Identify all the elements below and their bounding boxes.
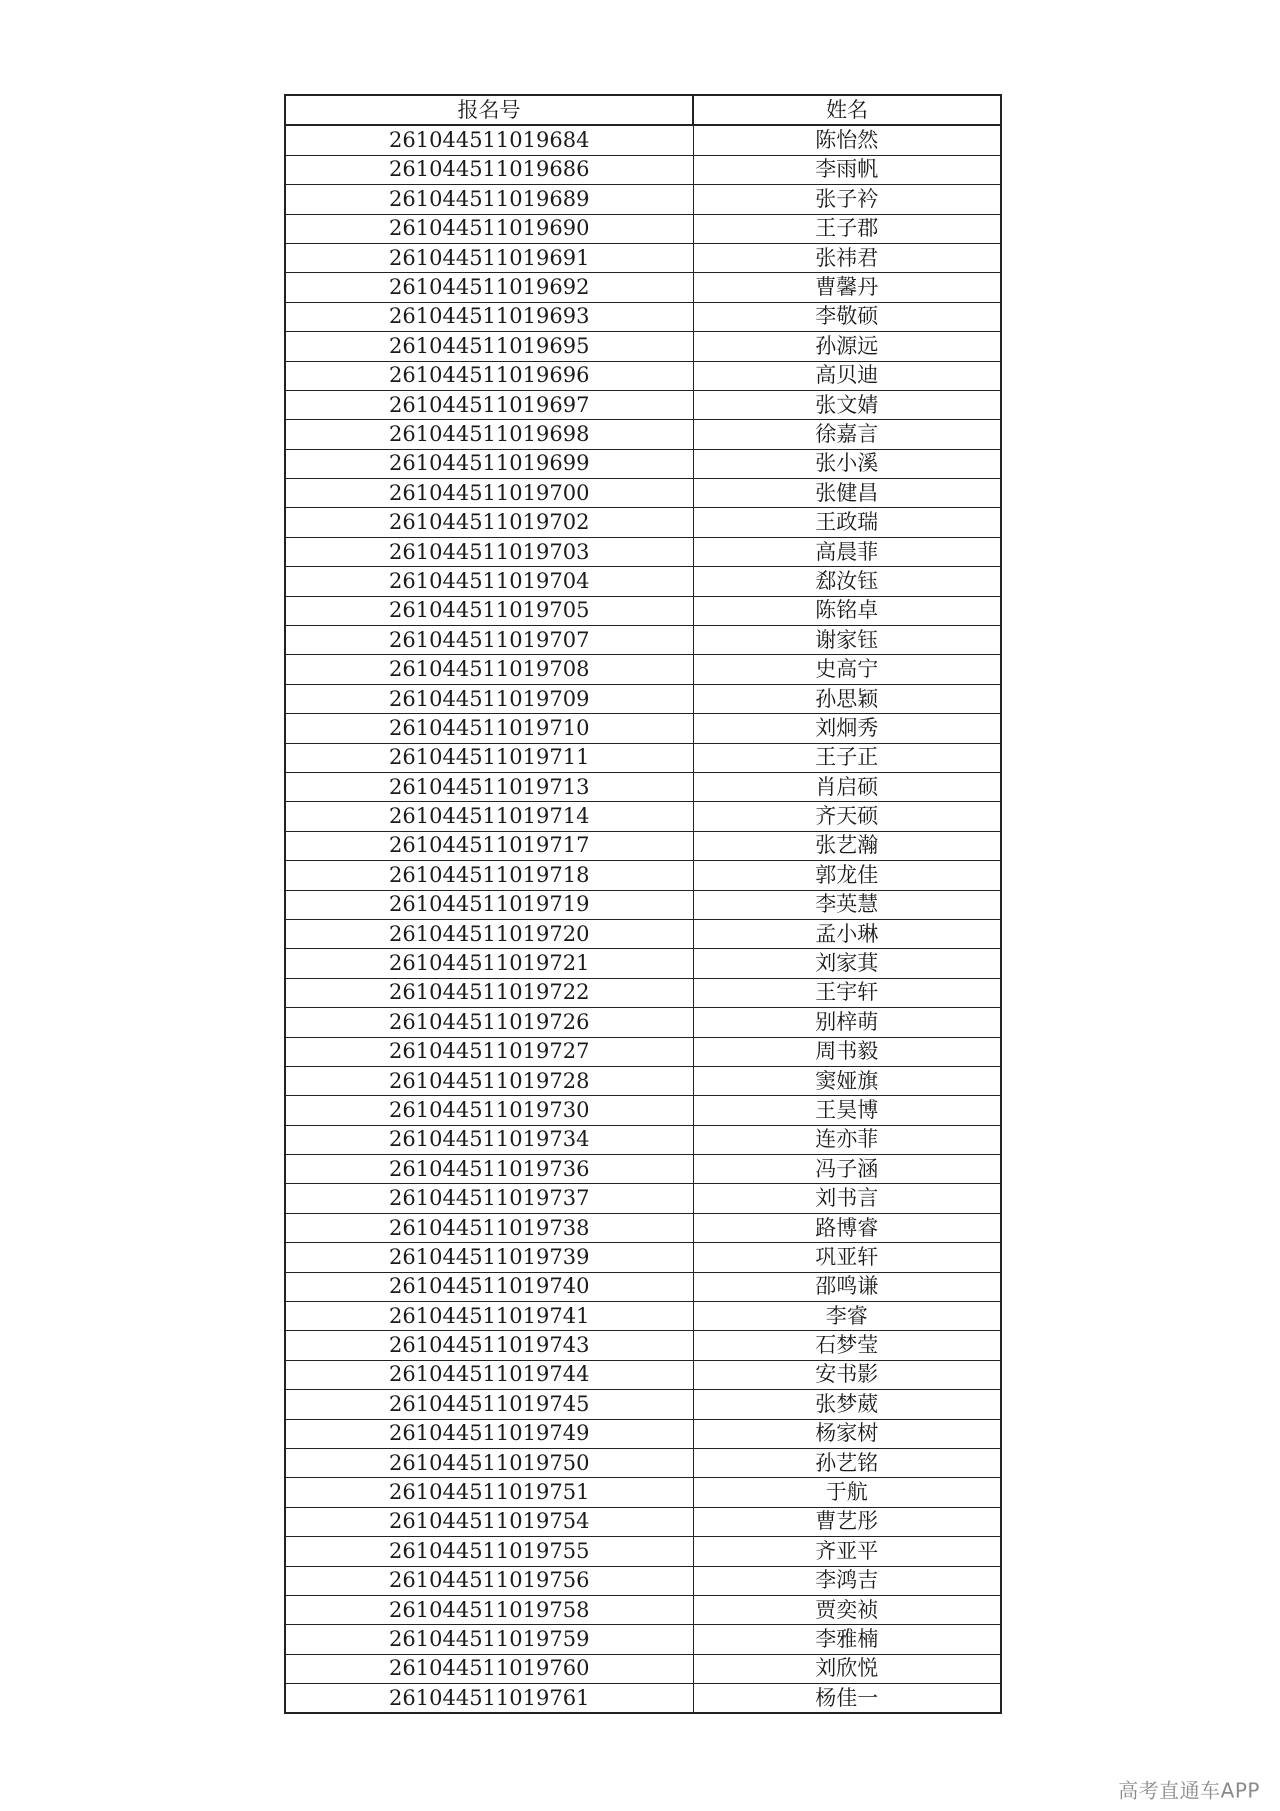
registration-number-cell: 261044511019738 <box>285 1213 693 1242</box>
registration-number-cell: 261044511019717 <box>285 831 693 860</box>
name-cell: 王昊博 <box>693 1096 1001 1125</box>
name-cell: 王政瑞 <box>693 508 1001 537</box>
table-row <box>285 302 1001 331</box>
registration-number-cell: 261044511019698 <box>285 420 693 449</box>
table-row <box>285 537 1001 566</box>
registration-number-cell: 261044511019703 <box>285 537 693 566</box>
name-cell: 周书毅 <box>693 1037 1001 1066</box>
name-cell: 邵鸣谦 <box>693 1272 1001 1301</box>
name-cell: 谢家钰 <box>693 626 1001 655</box>
table-row <box>285 508 1001 537</box>
table-row <box>285 1243 1001 1272</box>
table-row <box>285 743 1001 772</box>
registration-number-cell: 261044511019695 <box>285 332 693 361</box>
registration-number-cell: 261044511019691 <box>285 243 693 272</box>
table-row <box>285 1566 1001 1595</box>
registration-number-cell: 261044511019761 <box>285 1684 693 1714</box>
table-row <box>285 1419 1001 1448</box>
table-row <box>285 243 1001 272</box>
table-row <box>285 1213 1001 1242</box>
name-cell: 石梦莹 <box>693 1331 1001 1360</box>
table-row <box>285 1331 1001 1360</box>
name-cell: 刘欣悦 <box>693 1654 1001 1683</box>
name-cell: 杨家树 <box>693 1419 1001 1448</box>
registration-number-cell: 261044511019684 <box>285 125 693 155</box>
table-row <box>285 1654 1001 1683</box>
registration-number-cell: 261044511019737 <box>285 1184 693 1213</box>
name-cell: 李敬硕 <box>693 302 1001 331</box>
table-row <box>285 1302 1001 1331</box>
name-cell: 高贝迪 <box>693 361 1001 390</box>
table-row <box>285 479 1001 508</box>
registration-number-cell: 261044511019754 <box>285 1507 693 1536</box>
table-row <box>285 185 1001 214</box>
table-row <box>285 1125 1001 1154</box>
registration-number-cell: 261044511019751 <box>285 1478 693 1507</box>
name-cell: 高晨菲 <box>693 537 1001 566</box>
name-cell: 曹艺彤 <box>693 1507 1001 1536</box>
registration-number-cell: 261044511019760 <box>285 1654 693 1683</box>
table-row <box>285 1625 1001 1654</box>
name-cell: 贾奕祯 <box>693 1595 1001 1624</box>
table-row <box>285 155 1001 184</box>
table-row <box>285 420 1001 449</box>
name-cell: 张健昌 <box>693 479 1001 508</box>
name-cell: 曹馨丹 <box>693 273 1001 302</box>
name-cell: 史高宁 <box>693 655 1001 684</box>
table-row <box>285 978 1001 1007</box>
registration-number-cell: 261044511019755 <box>285 1537 693 1566</box>
registration-number-cell: 261044511019727 <box>285 1037 693 1066</box>
name-cell: 刘书言 <box>693 1184 1001 1213</box>
name-cell: 王子郡 <box>693 214 1001 243</box>
table-row <box>285 861 1001 890</box>
registration-number-cell: 261044511019736 <box>285 1155 693 1184</box>
name-cell: 郭龙佳 <box>693 861 1001 890</box>
table-row <box>285 1595 1001 1624</box>
registration-number-cell: 261044511019686 <box>285 155 693 184</box>
name-cell: 安书影 <box>693 1360 1001 1389</box>
table-row <box>285 449 1001 478</box>
table-header-row <box>285 95 1001 125</box>
table-row <box>285 596 1001 625</box>
table-row <box>285 1478 1001 1507</box>
name-cell: 陈怡然 <box>693 125 1001 155</box>
table-row <box>285 890 1001 919</box>
registration-number-cell: 261044511019702 <box>285 508 693 537</box>
table-row <box>285 655 1001 684</box>
table-row <box>285 1360 1001 1389</box>
registration-number-cell: 261044511019692 <box>285 273 693 302</box>
table-row <box>285 626 1001 655</box>
name-cell: 刘炯秀 <box>693 714 1001 743</box>
table-row <box>285 772 1001 801</box>
table-row <box>285 919 1001 948</box>
name-cell: 张小溪 <box>693 449 1001 478</box>
table-row <box>285 1066 1001 1095</box>
registration-number-cell: 261044511019696 <box>285 361 693 390</box>
name-cell: 杨佳一 <box>693 1684 1001 1714</box>
registration-number-cell: 261044511019705 <box>285 596 693 625</box>
table-row <box>285 390 1001 419</box>
name-cell: 刘家萁 <box>693 949 1001 978</box>
name-cell: 李雅楠 <box>693 1625 1001 1654</box>
table-row <box>285 214 1001 243</box>
table-row <box>285 802 1001 831</box>
table-row <box>285 1537 1001 1566</box>
name-cell: 李睿 <box>693 1302 1001 1331</box>
name-cell: 路博睿 <box>693 1213 1001 1242</box>
table-row <box>285 273 1001 302</box>
name-cell: 陈铭卓 <box>693 596 1001 625</box>
registration-number-cell: 261044511019741 <box>285 1302 693 1331</box>
name-cell: 齐亚平 <box>693 1537 1001 1566</box>
column-header-registration-number: 报名号 <box>285 95 693 125</box>
registration-number-cell: 261044511019745 <box>285 1390 693 1419</box>
registration-number-cell: 261044511019714 <box>285 802 693 831</box>
name-cell: 巩亚轩 <box>693 1243 1001 1272</box>
table-row <box>285 1155 1001 1184</box>
registration-number-cell: 261044511019713 <box>285 772 693 801</box>
registration-number-cell: 261044511019759 <box>285 1625 693 1654</box>
registration-number-cell: 261044511019734 <box>285 1125 693 1154</box>
registration-number-cell: 261044511019722 <box>285 978 693 1007</box>
registration-number-cell: 261044511019758 <box>285 1595 693 1624</box>
registration-number-cell: 261044511019718 <box>285 861 693 890</box>
name-cell: 孙艺铭 <box>693 1448 1001 1477</box>
name-cell: 李鸿吉 <box>693 1566 1001 1595</box>
name-cell: 张梦葳 <box>693 1390 1001 1419</box>
registration-number-cell: 261044511019750 <box>285 1448 693 1477</box>
name-cell: 张子衿 <box>693 185 1001 214</box>
name-cell: 李英慧 <box>693 890 1001 919</box>
table-row <box>285 332 1001 361</box>
name-cell: 孟小琳 <box>693 919 1001 948</box>
table-body <box>285 125 1001 1713</box>
name-cell: 王子正 <box>693 743 1001 772</box>
registration-number-cell: 261044511019720 <box>285 919 693 948</box>
name-cell: 孙源远 <box>693 332 1001 361</box>
table-row <box>285 567 1001 596</box>
table-row <box>285 361 1001 390</box>
name-cell: 张文婧 <box>693 390 1001 419</box>
name-cell: 窦娅旗 <box>693 1066 1001 1095</box>
registration-number-cell: 261044511019708 <box>285 655 693 684</box>
registration-number-cell: 261044511019726 <box>285 1008 693 1037</box>
table-row <box>285 125 1001 155</box>
name-cell: 张祎君 <box>693 243 1001 272</box>
registration-number-cell: 261044511019693 <box>285 302 693 331</box>
table-row <box>285 1448 1001 1477</box>
registration-number-cell: 261044511019709 <box>285 684 693 713</box>
name-cell: 王宇轩 <box>693 978 1001 1007</box>
watermark-text: 高考直通车APP <box>1118 1778 1260 1803</box>
registration-number-cell: 261044511019700 <box>285 479 693 508</box>
registration-number-cell: 261044511019740 <box>285 1272 693 1301</box>
registration-number-cell: 261044511019728 <box>285 1066 693 1095</box>
registration-number-cell: 261044511019749 <box>285 1419 693 1448</box>
name-cell: 李雨帆 <box>693 155 1001 184</box>
name-cell: 别梓萌 <box>693 1008 1001 1037</box>
name-cell: 于航 <box>693 1478 1001 1507</box>
roster-table <box>284 94 1002 1714</box>
registration-number-cell: 261044511019721 <box>285 949 693 978</box>
registration-number-cell: 261044511019690 <box>285 214 693 243</box>
name-cell: 齐天硕 <box>693 802 1001 831</box>
registration-number-cell: 261044511019711 <box>285 743 693 772</box>
table-row <box>285 1272 1001 1301</box>
name-cell: 连亦菲 <box>693 1125 1001 1154</box>
registration-number-cell: 261044511019710 <box>285 714 693 743</box>
name-cell: 郄汝钰 <box>693 567 1001 596</box>
name-cell: 孙思颖 <box>693 684 1001 713</box>
table-row <box>285 949 1001 978</box>
table-row <box>285 1096 1001 1125</box>
table-row <box>285 1037 1001 1066</box>
column-header-name: 姓名 <box>693 95 1001 125</box>
table-row <box>285 1684 1001 1714</box>
registration-number-cell: 261044511019743 <box>285 1331 693 1360</box>
registration-number-cell: 261044511019699 <box>285 449 693 478</box>
table-row <box>285 684 1001 713</box>
registration-number-cell: 261044511019744 <box>285 1360 693 1389</box>
registration-number-cell: 261044511019719 <box>285 890 693 919</box>
registration-number-cell: 261044511019739 <box>285 1243 693 1272</box>
name-cell: 徐嘉言 <box>693 420 1001 449</box>
registration-number-cell: 261044511019756 <box>285 1566 693 1595</box>
name-cell: 肖启硕 <box>693 772 1001 801</box>
table-row <box>285 1184 1001 1213</box>
table-row <box>285 1507 1001 1536</box>
registration-number-cell: 261044511019689 <box>285 185 693 214</box>
registration-number-cell: 261044511019697 <box>285 390 693 419</box>
table-row <box>285 1008 1001 1037</box>
table-row <box>285 714 1001 743</box>
name-cell: 冯子涵 <box>693 1155 1001 1184</box>
name-cell: 张艺瀚 <box>693 831 1001 860</box>
registration-number-cell: 261044511019707 <box>285 626 693 655</box>
table-row <box>285 831 1001 860</box>
registration-number-cell: 261044511019704 <box>285 567 693 596</box>
registration-number-cell: 261044511019730 <box>285 1096 693 1125</box>
table-row <box>285 1390 1001 1419</box>
